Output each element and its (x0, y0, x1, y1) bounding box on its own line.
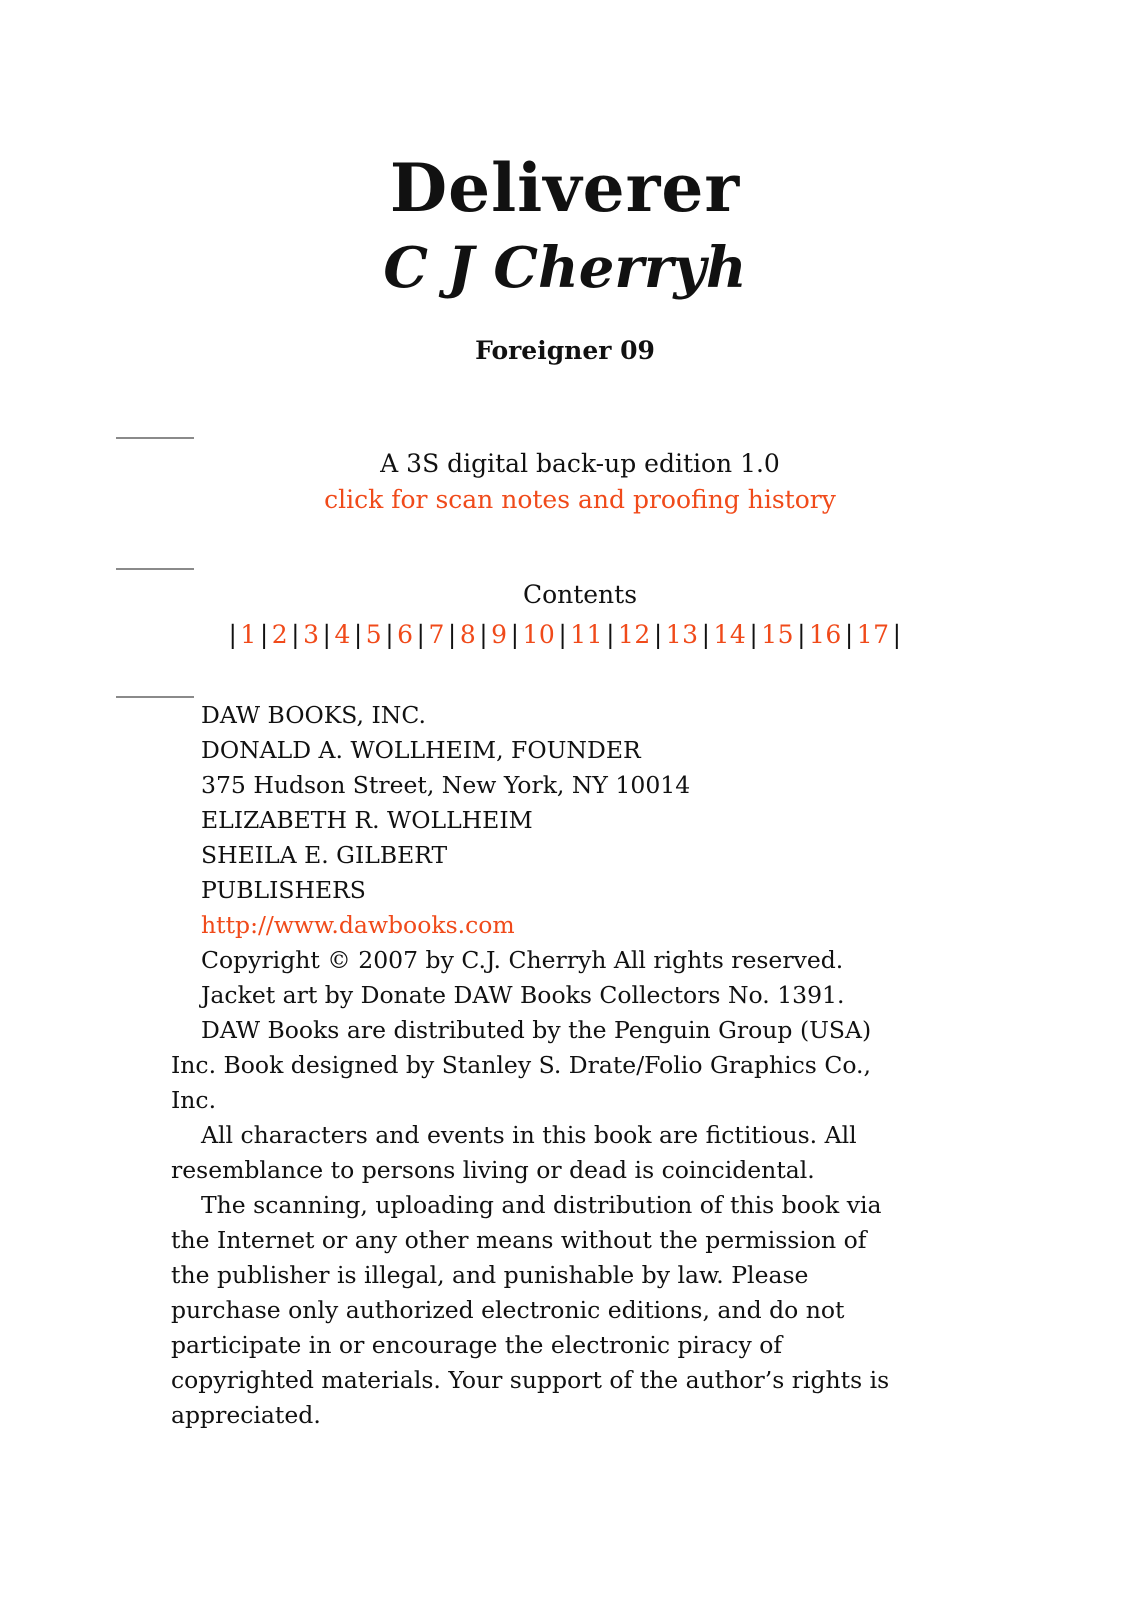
copyright-notice: Copyright © 2007 by C.J. Cherryh All rights reserved. (201, 946, 844, 974)
publishers-label: PUBLISHERS (201, 876, 366, 904)
book-title: Deliverer (389, 149, 741, 227)
book-series: Foreigner 09 (475, 336, 655, 365)
chapter-link-4[interactable]: 4 (334, 620, 351, 649)
chapter-link-11[interactable]: 11 (570, 620, 604, 649)
edition-info (0, 446, 1130, 518)
piracy-notice-paragraph: The scanning, uploading and distribution of this book via the Internet or any other means without the permission of the publisher is illegal, and punishable by law. Please purchase only authorized electronic editions, and do not participate in or encourage the electronic piracy of copyrighted materials. Your support of the author’s rights is appreciated. (171, 1191, 890, 1429)
toc-separator: | (416, 620, 426, 649)
chapter-link-3[interactable]: 3 (303, 620, 320, 649)
toc-separator: | (892, 620, 902, 649)
toc-separator: | (606, 620, 616, 649)
toc-separator: | (322, 620, 332, 649)
book-author: C J Cherryh (383, 235, 747, 301)
chapter-link-8[interactable]: 8 (459, 620, 477, 649)
toc-separator: | (510, 620, 520, 649)
toc-separator: | (653, 620, 663, 649)
toc-separator: | (749, 620, 759, 649)
chapter-link-1[interactable]: 1 (240, 620, 257, 649)
toc-separator: | (385, 620, 395, 649)
chapter-link-15[interactable]: 15 (761, 620, 795, 649)
table-of-contents (0, 575, 1130, 655)
publisher-name: DAW BOOKS, INC. (201, 701, 426, 729)
toc-separator: | (228, 620, 238, 649)
publisher-info (171, 698, 891, 1433)
publisher-person-2: SHEILA E. GILBERT (201, 841, 448, 869)
chapter-links (0, 615, 1130, 655)
chapter-link-16[interactable]: 16 (809, 620, 842, 649)
section-divider (116, 437, 194, 439)
toc-separator: | (447, 620, 457, 649)
chapter-link-13[interactable]: 13 (665, 620, 699, 649)
toc-separator: | (291, 620, 301, 649)
publisher-address: 375 Hudson Street, New York, NY 10014 (201, 771, 691, 799)
toc-separator: | (558, 620, 568, 649)
fiction-disclaimer-paragraph: All characters and events in this book are fictitious. All resemblance to persons living or dead is coincidental. (171, 1121, 857, 1184)
publisher-person-1: ELIZABETH R. WOLLHEIM (201, 806, 533, 834)
chapter-link-5[interactable]: 5 (365, 620, 383, 649)
chapter-link-6[interactable]: 6 (397, 620, 414, 649)
chapter-link-7[interactable]: 7 (428, 620, 445, 649)
toc-separator: | (259, 620, 269, 649)
publisher-website-link[interactable]: http://www.dawbooks.com (201, 911, 515, 939)
toc-separator: | (479, 620, 489, 649)
edition-text: A 3S digital back-up edition 1.0 (380, 449, 780, 478)
toc-separator: | (701, 620, 711, 649)
chapter-link-10[interactable]: 10 (522, 620, 556, 649)
scan-notes-link[interactable]: click for scan notes and proofing history (324, 485, 836, 514)
contents-heading: Contents (522, 580, 638, 609)
toc-separator: | (797, 620, 807, 649)
toc-separator: | (844, 620, 854, 649)
publisher-founder: DONALD A. WOLLHEIM, FOUNDER (201, 736, 641, 764)
distribution-paragraph: DAW Books are distributed by the Penguin Group (USA) Inc. Book designed by Stanley S. Drate/Folio Graphics Co., Inc. (171, 1016, 872, 1114)
chapter-link-9[interactable]: 9 (491, 620, 508, 649)
chapter-link-2[interactable]: 2 (271, 620, 289, 649)
toc-separator: | (353, 620, 363, 649)
jacket-art-credit: Jacket art by Donate DAW Books Collectors No. 1391. (201, 981, 845, 1009)
chapter-link-17[interactable]: 17 (856, 620, 890, 649)
section-divider (116, 568, 194, 570)
chapter-link-12[interactable]: 12 (618, 620, 651, 649)
chapter-link-14[interactable]: 14 (713, 620, 747, 649)
